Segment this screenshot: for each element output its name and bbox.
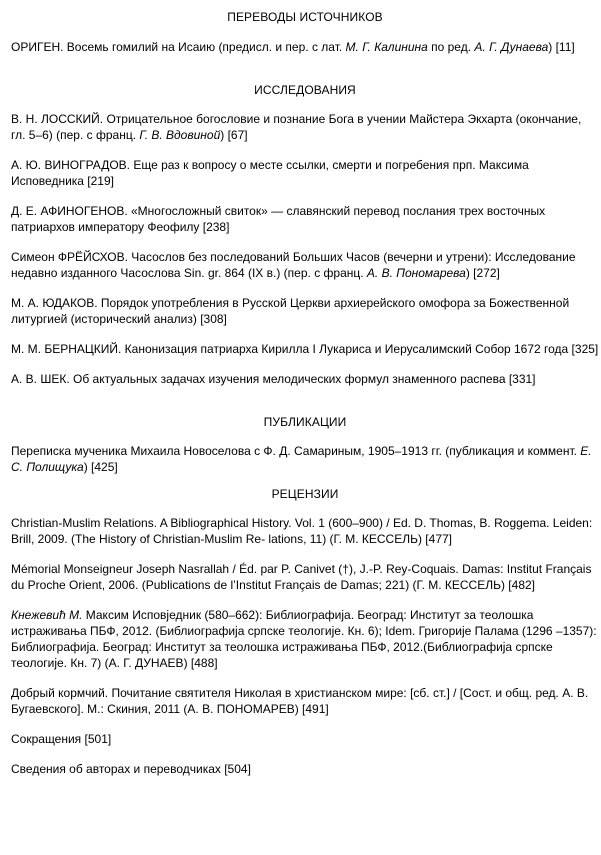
- toc-entry-nasrallah: [11, 561, 599, 593]
- toc-entry-afinogenov: [11, 203, 599, 235]
- toc-entry-yudakov: [11, 295, 599, 327]
- toc-entry-contributors: [11, 761, 599, 777]
- toc-entry-lossky: [11, 111, 599, 143]
- page-ref: ) [425]: [83, 460, 118, 474]
- entry-text: Christian-Muslim Relations. A Bibliographical History. Vol. 1 (600–900) / Ed. D. Thomas, B. Roggema. Leiden: Brill, 2009. (The History of Christian-Muslim Re- lations, 11) (Г. М. КЕССЕЛЬ) [477]: [11, 516, 593, 546]
- translator-name: А. В. Пономарева: [366, 266, 466, 280]
- entry-text: Сведения об авторах и переводчиках [504]: [11, 762, 251, 776]
- translator-name: Г. В. Вдовиной: [139, 128, 221, 142]
- entry-text: Д. Е. АФИНОГЕНОВ. «Многосложный свиток» — славянский перевод послания трех восточных патриархов императору Феофилу [238]: [11, 204, 546, 234]
- entry-text: Переписка мученика Михаила Новоселова с Ф. Д. Самариным, 1905–1913 гг. (публикация и коммент.: [11, 444, 581, 458]
- translator-name: М. Г. Калинина: [345, 40, 428, 54]
- toc-entry-novoselov: [11, 443, 599, 475]
- table-of-contents: [11, 9, 599, 777]
- author-name: Кнежевић М.: [11, 608, 83, 622]
- page-ref: ) [67]: [220, 128, 248, 142]
- page-ref: ) [11]: [548, 40, 575, 54]
- entry-text: А. В. ШЕК. Об актуальных задачах изучения мелодических формул знаменного распева [331]: [11, 372, 536, 386]
- entry-text: Добрый кормчий. Почитание святителя Николая в христианском мире: [сб. ст.] / [Сост. и общ. ред. А. В. Бугаевского]. М.: Скиния, 2011 (А. В. ПОНОМАРЕВ) [491]: [11, 686, 589, 716]
- entry-text: В. Н. ЛОССКИЙ. Отрицательное богословие и познание Бога в учении Майстера Экхарта (окончание, гл. 5–6) (пер. с франц.: [11, 112, 582, 142]
- toc-entry-bernatsky: [11, 341, 599, 357]
- section-heading-translations: ПЕРЕВОДЫ ИСТОЧНИКОВ: [227, 10, 383, 24]
- page-ref: ) [272]: [465, 266, 500, 280]
- toc-entry-shek: [11, 371, 599, 387]
- entry-text: Симеон ФРЁЙСХОВ. Часослов без последований Больших Часов (вечерни и утрени): Исследование недавно изданного Часослова Sin. gr. 864 (IX в.) (пер. с франц.: [11, 250, 576, 280]
- toc-entry-abbreviations: [11, 731, 599, 747]
- editor-name: Е. С. Полищука: [11, 444, 592, 474]
- section-heading-reviews: РЕЦЕНЗИИ: [271, 487, 339, 501]
- entry-text: М. А. ЮДАКОВ. Порядок употребления в Русской Церкви архиерейского омофора за Божественной литургией (исторический анализ) [308]: [11, 296, 570, 326]
- toc-entry-origen: [11, 39, 599, 55]
- entry-text: Mémorial Monseigneur Joseph Nasrallah / Éd. par P. Canivet (†), J.-P. Rey-Coquais. Damas: Institut Français du Proche Orient, 2006. (Publications de l’Institut Français de Damas; 221) (Г. М. КЕССЕЛЬ) [482]: [11, 562, 592, 592]
- toc-entry-knezevic: [11, 607, 599, 671]
- toc-entry-vinogradov: [11, 157, 599, 189]
- entry-text: А. Ю. ВИНОГРАДОВ. Еще раз к вопросу о месте ссылки, смерти и погребения прп. Максима Исповедника [219]: [11, 158, 529, 188]
- editor-name: А. Г. Дунаева: [474, 40, 549, 54]
- section-heading-publications: ПУБЛИКАЦИИ: [263, 415, 347, 429]
- toc-entry-froyshov: [11, 249, 599, 281]
- entry-text: Максим Исповједник (580–662): Библиографија. Београд: Институт за теолошка истраживања ПБФ, 2012. (Библиографија српске теологије. Кн. 6); Idem. Григорије Палама (1296 –1357): Библиографија. Београд: Институт за теолошка истраживања ПБФ, 2012.(Библиографија српске теологије. Кн. 7) (А. Г. ДУНАЕВ) [488]: [11, 608, 597, 670]
- entry-text: Сокращения [501]: [11, 732, 112, 746]
- section-heading-research: ИССЛЕДОВАНИЯ: [254, 83, 356, 97]
- entry-text: по ред.: [427, 40, 475, 54]
- toc-entry-dobry-kormchy: [11, 685, 599, 717]
- entry-text: ОРИГЕН. Восемь гомилий на Исаию (предисл. и пер. с лат.: [11, 40, 346, 54]
- entry-text: М. М. БЕРНАЦКИЙ. Канонизация патриарха Кирилла I Лукариса и Иерусалимский Собор 1672 года [325]: [11, 342, 599, 356]
- toc-entry-christian-muslim: [11, 515, 599, 547]
